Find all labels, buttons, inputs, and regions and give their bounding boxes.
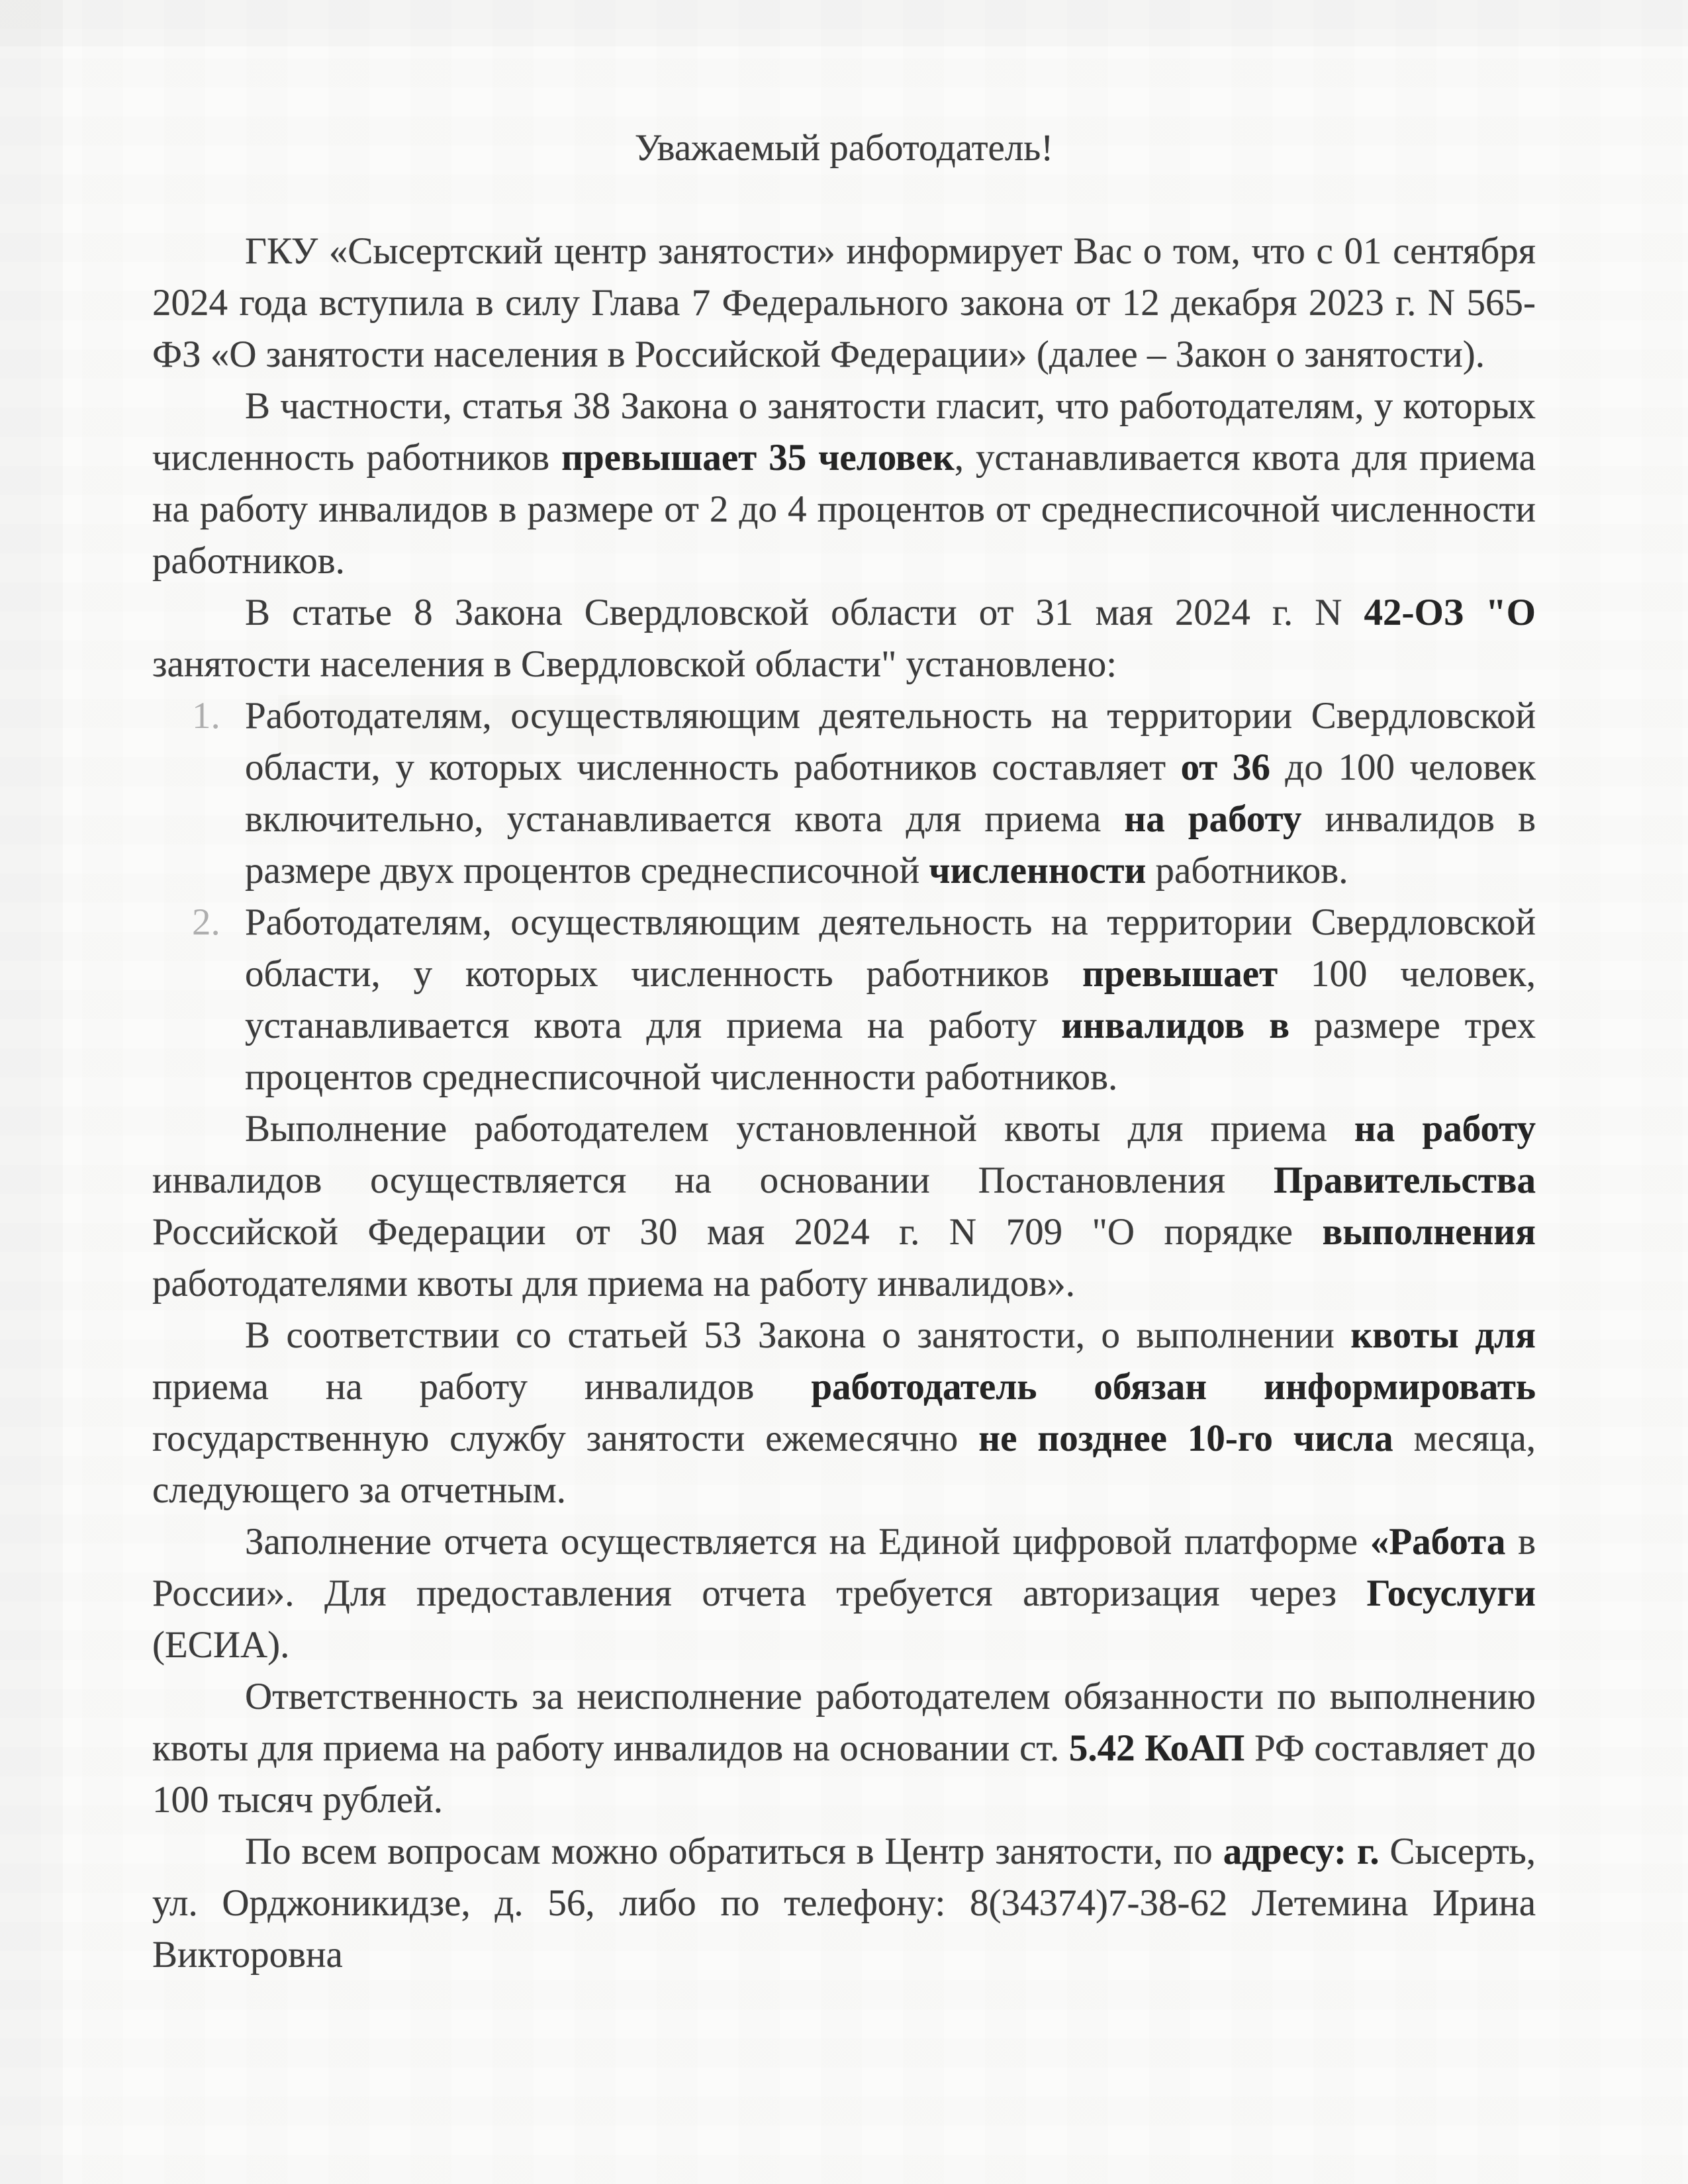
bold-text-run: выполнения bbox=[1322, 1211, 1536, 1253]
text-run: В частности, статья 38 Закона о занятости гласит, что работодателям, у которых численность работников bbox=[152, 385, 1536, 478]
list-number: 2. bbox=[192, 901, 220, 943]
text-run: государственную службу занятости ежемесячно bbox=[152, 1418, 979, 1459]
bold-text-run: «Работа bbox=[1370, 1521, 1506, 1563]
text-run: работодателями квоты для приема на работу инвалидов». bbox=[152, 1263, 1076, 1304]
text-run: 100 человек, устанавливается квота для приема на работу bbox=[245, 953, 1536, 1046]
list-item-2 bbox=[152, 897, 1536, 1103]
paragraph-2 bbox=[152, 381, 1536, 587]
text-run: инвалидов осуществляется на основании Постановления bbox=[152, 1160, 1274, 1201]
paragraph-7 bbox=[152, 1310, 1536, 1516]
text-run: Работодателям, осуществляющим деятельность на территории Свердловской области, у которых численность работников bbox=[245, 901, 1536, 995]
text-run: до 100 человек включительно, устанавливается квота для приема bbox=[245, 747, 1536, 840]
scan-artifact bbox=[0, 0, 1688, 46]
text-run: ГКУ «Сысертский центр занятости» информирует Вас о том, что с 01 сентября 2024 года вступила в силу Глава 7 Федерального закона от 12 декабря 2023 г. N 565-ФЗ «О занятости населения в Российской Федерации» (далее – Закон о занятости). bbox=[152, 230, 1536, 375]
text-run: Выполнение работодателем установленной квоты для приема bbox=[245, 1108, 1354, 1150]
bold-text-run: превышает bbox=[1082, 953, 1278, 995]
text-run: месяца, следующего за отчетным. bbox=[152, 1418, 1536, 1511]
paragraph-6 bbox=[152, 1103, 1536, 1310]
bold-text-run: на работу bbox=[1124, 798, 1302, 840]
paragraph-9 bbox=[152, 1671, 1536, 1826]
text-run: В соответствии со статьей 53 Закона о занятости, о выполнении bbox=[245, 1314, 1351, 1356]
paragraph-10 bbox=[152, 1826, 1536, 1981]
paragraph-8 bbox=[152, 1516, 1536, 1671]
text-run: По всем вопросам можно обратиться в Центр занятости, по bbox=[245, 1831, 1223, 1872]
text-run: РФ составляет до 100 тысяч рублей. bbox=[152, 1727, 1536, 1821]
text-run: размере трех процентов среднесписочной численности работников. bbox=[245, 1005, 1536, 1098]
paragraph-1 bbox=[152, 226, 1536, 381]
letter-title: Уважаемый работодатель! bbox=[634, 127, 1054, 169]
text-run: в России». Для предоставления отчета требуется авторизация через bbox=[152, 1521, 1536, 1614]
bold-text-run: адресу: г. bbox=[1223, 1831, 1380, 1872]
text-run: Работодателям, осуществляющим деятельность на территории Свердловской области, у которых численность работников составляет bbox=[245, 695, 1536, 788]
text-run: приема на работу инвалидов bbox=[152, 1366, 812, 1408]
text-run: (ЕСИА). bbox=[152, 1624, 290, 1666]
bold-text-run: от 36 bbox=[1180, 747, 1270, 788]
letter-body bbox=[152, 226, 1536, 1981]
bold-text-run: работодатель обязан информировать bbox=[811, 1366, 1536, 1408]
text-run: , устанавливается квота для приема на работу инвалидов в размере от 2 до 4 процентов от среднесписочной численности работников. bbox=[152, 437, 1536, 582]
paragraph-3 bbox=[152, 587, 1536, 690]
bold-text-run: Госуслуги bbox=[1366, 1572, 1536, 1614]
bold-text-run: на работу bbox=[1354, 1108, 1536, 1150]
bold-text-run: не позднее 10-го числа bbox=[978, 1418, 1393, 1459]
bold-text-run: численности bbox=[929, 850, 1147, 891]
list-number: 1. bbox=[192, 695, 220, 737]
text-run: Российской Федерации от 30 мая 2024 г. N 709 "О порядке bbox=[152, 1211, 1323, 1253]
letter-content bbox=[152, 122, 1536, 1981]
text-run: работников. bbox=[1146, 850, 1348, 891]
text-run: Ответственность за неисполнение работодателем обязанности по выполнению квоты для приема на работу инвалидов на основании ст. bbox=[152, 1676, 1536, 1769]
list-item-1 bbox=[152, 690, 1536, 897]
text-run: В статье 8 Закона Свердловской области от 31 мая 2024 г. N bbox=[245, 592, 1364, 633]
bold-text-run: квоты для bbox=[1350, 1314, 1536, 1356]
bold-text-run: 5.42 КоАП bbox=[1068, 1727, 1245, 1769]
text-run: Заполнение отчета осуществляется на Единой цифровой платформе bbox=[245, 1521, 1370, 1563]
bold-text-run: 42-ОЗ "О bbox=[1364, 592, 1536, 633]
scan-artifact bbox=[0, 0, 63, 2184]
bold-text-run: превышает 35 человек bbox=[561, 437, 955, 478]
bold-text-run: инвалидов в bbox=[1061, 1005, 1290, 1046]
text-run: инвалидов в размере двух процентов среднесписочной bbox=[245, 798, 1536, 891]
text-run: занятости населения в Свердловской области" установлено: bbox=[152, 643, 1117, 685]
bold-text-run: Правительства bbox=[1273, 1160, 1536, 1201]
text-run: Сысерть, ул. Орджоникидзе, д. 56, либо по телефону: 8(34374)7-38-62 Летемина Ирина Викторовна bbox=[152, 1831, 1536, 1976]
